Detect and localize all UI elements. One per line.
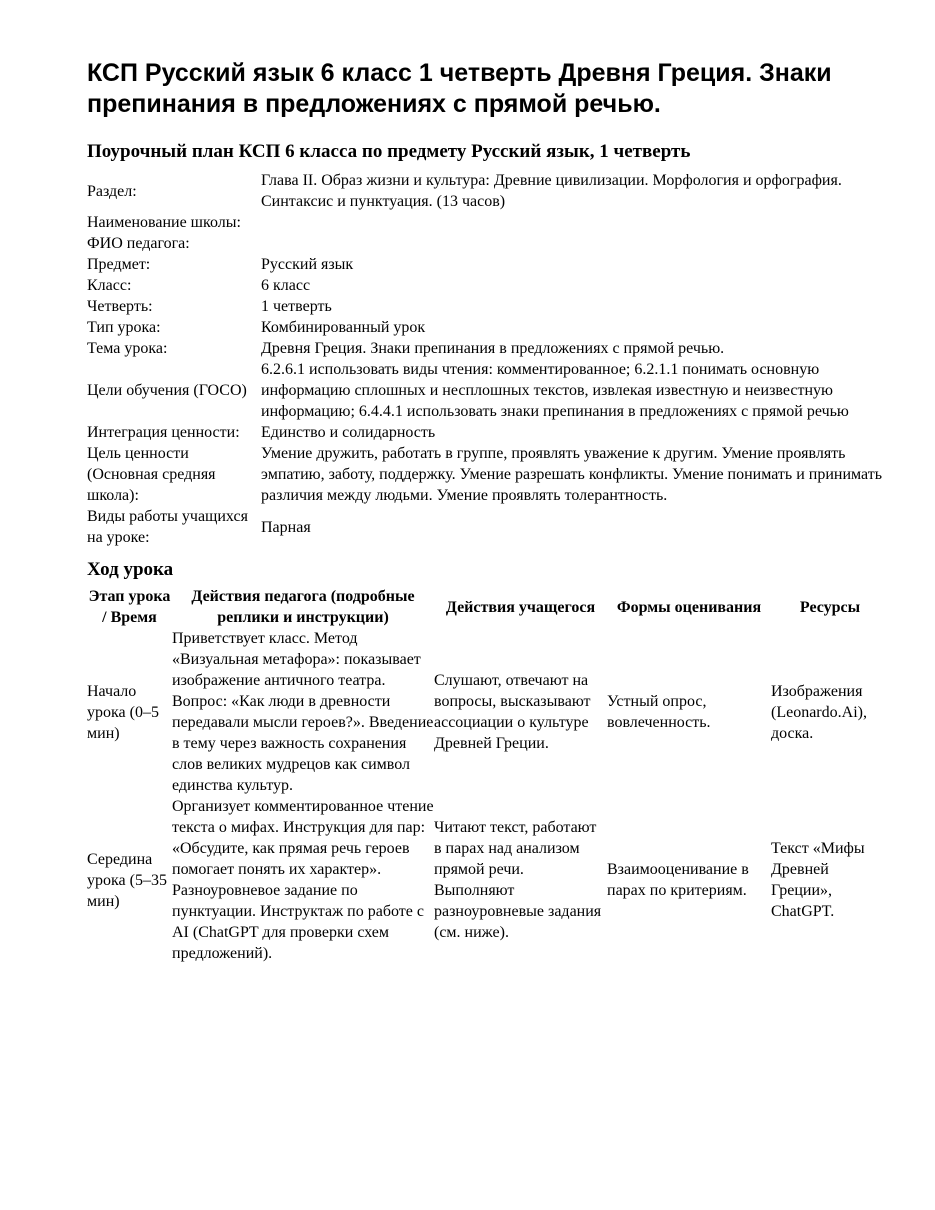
info-label: Предмет: — [87, 256, 151, 273]
info-label: Тип урока: — [87, 319, 161, 336]
info-row-value-goal — [87, 443, 889, 506]
column-header: Действия учащегося — [445, 598, 596, 616]
lesson-flow-heading: Ход урока — [87, 559, 174, 580]
table-row — [87, 796, 889, 964]
lesson-info-table — [87, 170, 889, 548]
table-cell: Приветствует класс. Метод «Визуальная метафора»: показывает изображение античного театра. Вопрос: «Как люди в древности передавали мысли героев?». Введение в тему через важность сохранения слов великих мудрецов как символ единства культур. — [172, 630, 434, 794]
info-value: 6.2.6.1 использовать виды чтения: комментированное; 6.2.1.1 понимать основную информацию сплошных и несплошных текстов, извлекая известную и неизвестную информацию; 6.4.4.1 использовать знаки препинания в предложениях с прямой речью — [261, 361, 849, 420]
info-label: Класс: — [87, 277, 132, 294]
info-row-lesson-type — [87, 317, 889, 338]
info-label: Тема урока: — [87, 340, 168, 357]
info-label: Виды работы учащихся на уроке: — [87, 508, 248, 546]
column-header: Ресурсы — [799, 598, 861, 616]
info-label: Цели обучения (ГОСО) — [87, 382, 247, 399]
info-value: Комбинированный урок — [261, 319, 426, 336]
info-row-goals — [87, 359, 889, 422]
info-value: 6 класс — [261, 277, 311, 294]
table-cell: Текст «Мифы Древней Греции», ChatGPT. — [771, 840, 865, 920]
info-row-section — [87, 170, 889, 212]
table-cell: Читают текст, работают в парах над анализом прямой речи. Выполняют разноуровневые задания (см. ниже). — [434, 819, 602, 941]
table-cell: Устный опрос, вовлеченность. — [607, 693, 711, 731]
column-header: Действия педагога (подробные реплики и инструкции) — [191, 588, 415, 626]
document-title: КСП Русский язык 6 класс 1 четверть Древня Греция. Знаки препинания в предложениях с прямой речью. — [87, 59, 832, 118]
info-value: Русский язык — [261, 256, 354, 273]
table-cell: Середина урока (5–35 мин) — [87, 850, 167, 910]
info-value — [261, 212, 889, 233]
info-label: Четверть: — [87, 298, 153, 315]
table-cell: Организует комментированное чтение текста о мифах. Инструкция для пар: «Обсудите, как прямая речь героев помогает понять их характер». Разноуровневое задание по пунктуации. Инструктаж по работе с AI (ChatGPT для проверки схем предложений). — [172, 798, 434, 962]
table-cell: Начало урока (0–5 мин) — [87, 682, 159, 742]
info-row-grade — [87, 275, 889, 296]
info-row-subject — [87, 254, 889, 275]
info-label: Наименование школы: — [87, 214, 241, 231]
info-value: Парная — [261, 518, 311, 536]
table-cell: Изображения (Leonardo.Ai), доска. — [771, 682, 867, 742]
column-header: Формы оценивания — [616, 598, 762, 616]
table-header-row — [87, 586, 889, 628]
info-label: Интеграция ценности: — [87, 424, 240, 441]
info-row-value-integration — [87, 422, 889, 443]
info-value: Умение дружить, работать в группе, проявлять уважение к другим. Умение проявлять эмпатию, заботу, поддержку. Умение разрешать конфликты. Умение понимать и принимать различия между людьми. Умение проявлять толерантность. — [261, 445, 883, 504]
column-header: Этап урока / Время — [88, 588, 171, 626]
info-value: Единство и солидарность — [261, 424, 436, 441]
lesson-flow-table — [87, 586, 889, 964]
table-cell: Взаимооценивание в парах по критериям. — [607, 861, 749, 899]
info-row-school — [87, 212, 889, 233]
info-label: Цель ценности (Основная средняя школа): — [87, 445, 216, 504]
info-row-teacher — [87, 233, 889, 254]
info-label: ФИО педагога: — [87, 235, 190, 252]
info-value — [261, 233, 889, 254]
table-cell: Слушают, отвечают на вопросы, высказывают ассоциации о культуре Древней Греции. — [434, 672, 591, 752]
document-page — [87, 58, 887, 964]
info-label: Раздел: — [87, 182, 137, 200]
info-value: Древня Греция. Знаки препинания в предложениях с прямой речью. — [261, 340, 725, 357]
info-value: 1 четверть — [261, 298, 332, 315]
table-row — [87, 628, 889, 796]
info-value: Глава II. Образ жизни и культура: Древние цивилизации. Морфология и орфография. Синтаксис и пунктуация. (13 часов) — [261, 172, 842, 210]
plan-subtitle: Поурочный план КСП 6 класса по предмету Русский язык, 1 четверть — [87, 141, 691, 162]
info-row-quarter — [87, 296, 889, 317]
info-row-work-types — [87, 506, 889, 548]
info-row-topic — [87, 338, 889, 359]
